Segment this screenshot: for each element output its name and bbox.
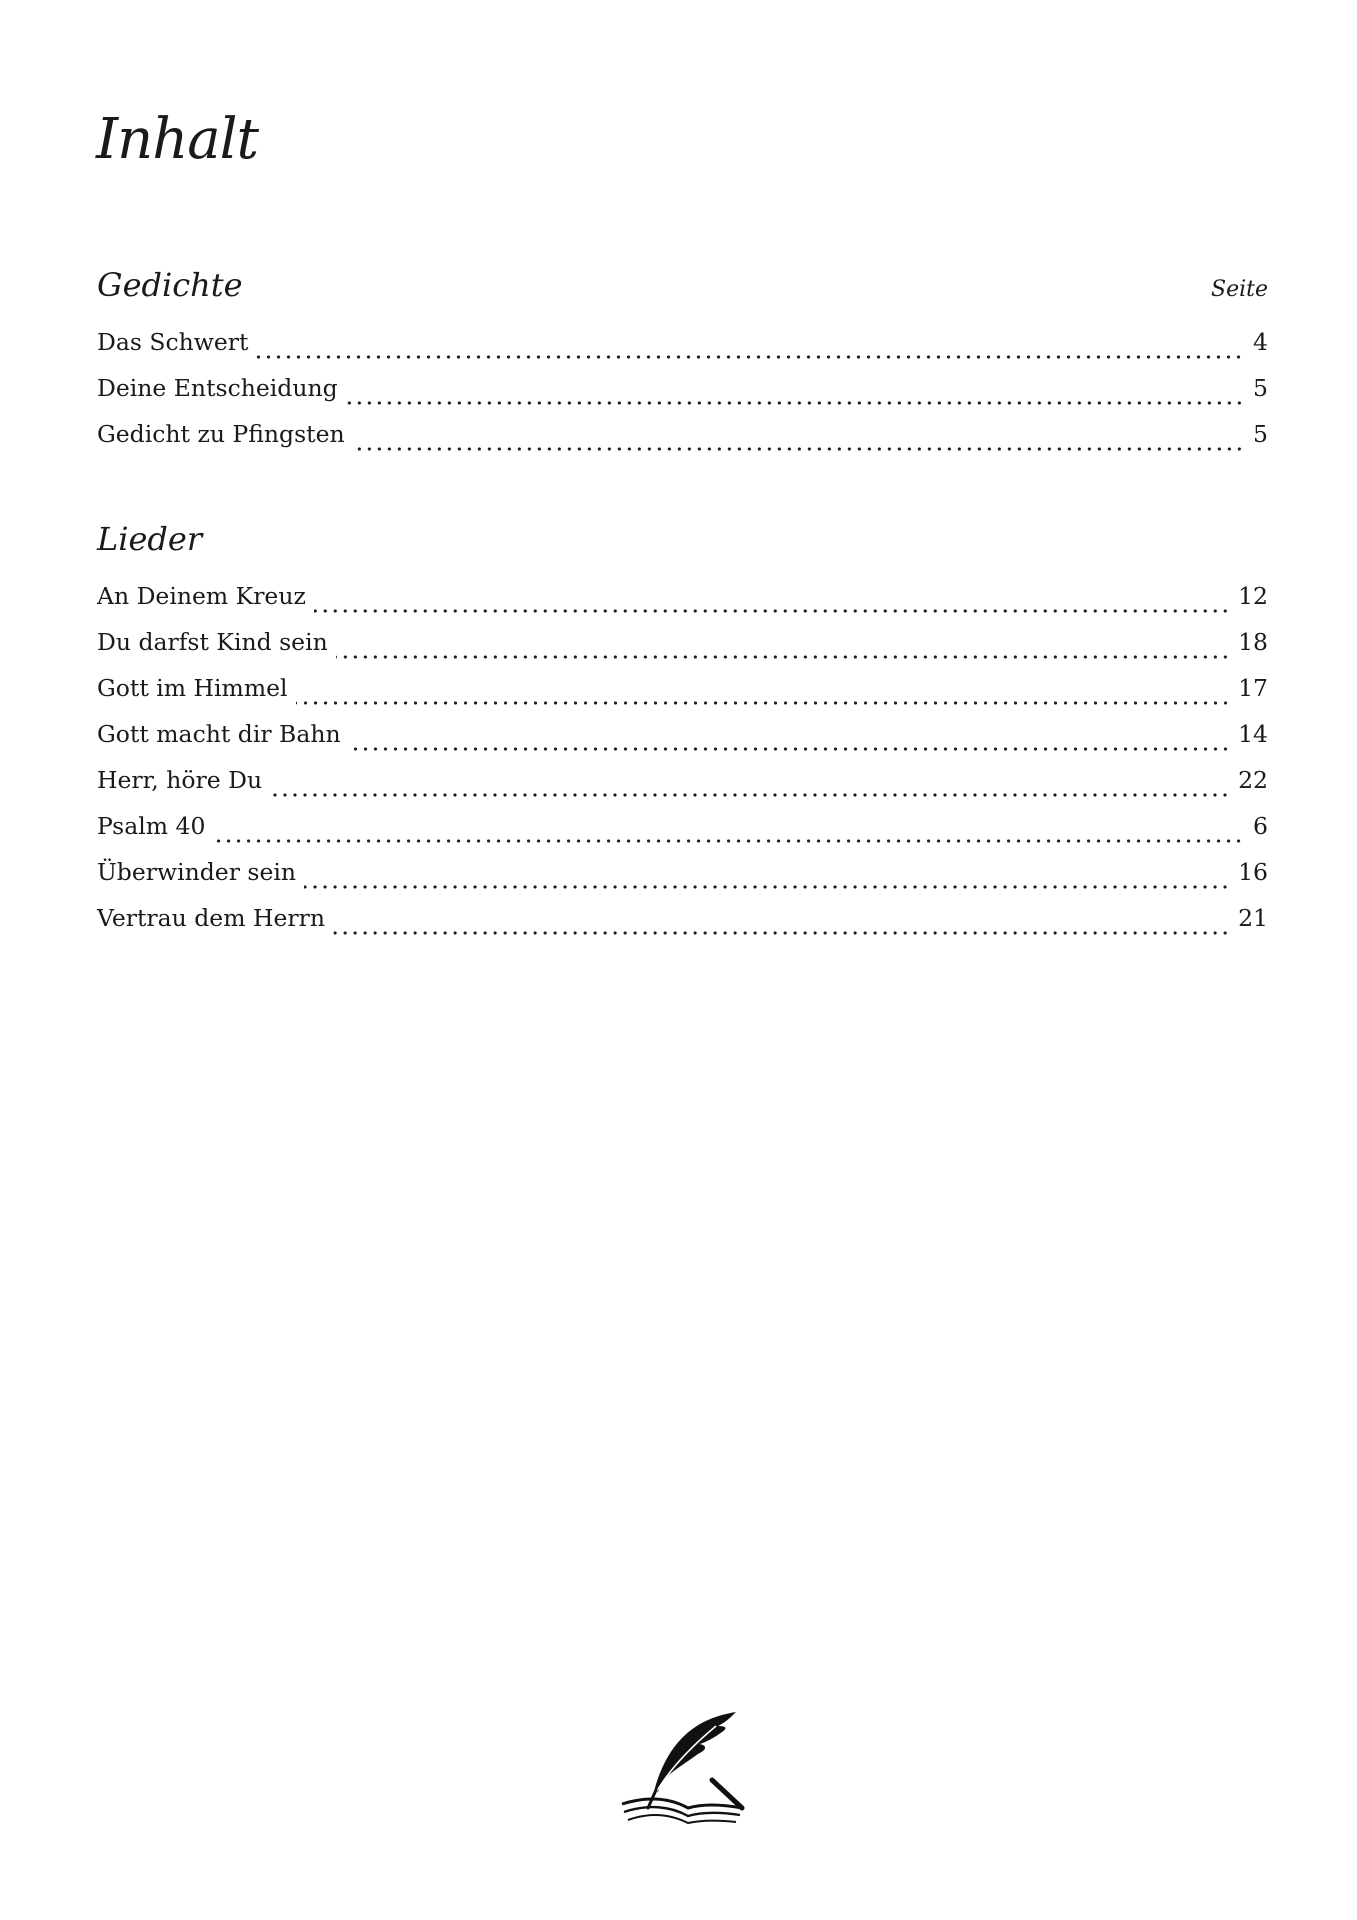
- toc-list: [97, 328, 1268, 466]
- toc-entry[interactable]: [97, 720, 1268, 766]
- entry-page-number: 17: [1238, 674, 1268, 702]
- toc-entry[interactable]: [97, 766, 1268, 812]
- entry-title: Gott macht dir Bahn: [97, 720, 341, 748]
- entry-page-number: 6: [1253, 812, 1268, 840]
- entry-page-number: 16: [1238, 858, 1268, 886]
- section-header: [97, 266, 1268, 314]
- entry-title: Überwinder sein: [97, 858, 297, 886]
- entry-page-number: 12: [1238, 582, 1268, 610]
- dot-leader: [296, 700, 1231, 706]
- toc-entry[interactable]: [97, 628, 1268, 674]
- section-header: [97, 520, 1268, 568]
- entry-title: Vertrau dem Herrn: [97, 904, 325, 932]
- toc-entry[interactable]: [97, 328, 1268, 374]
- dot-leader: [213, 838, 1244, 844]
- entry-page-number: 14: [1238, 720, 1268, 748]
- entry-title: Du darfst Kind sein: [97, 628, 328, 656]
- toc-entry[interactable]: [97, 674, 1268, 720]
- entry-page-number: 21: [1238, 904, 1268, 932]
- page-column-label: Seite: [1211, 277, 1268, 302]
- section-title: Gedichte: [97, 266, 243, 304]
- toc-entry[interactable]: [97, 812, 1268, 858]
- toc-list: [97, 582, 1268, 950]
- section-title: Lieder: [97, 520, 203, 558]
- entry-title: Das Schwert: [97, 328, 249, 356]
- dot-leader: [346, 400, 1244, 406]
- entry-page-number: 22: [1238, 766, 1268, 794]
- entry-title: Gott im Himmel: [97, 674, 288, 702]
- dot-leader: [336, 654, 1230, 660]
- quill-and-book-icon: [618, 1708, 746, 1828]
- entry-page-number: 4: [1253, 328, 1268, 356]
- entry-page-number: 5: [1253, 374, 1268, 402]
- dot-leader: [256, 354, 1244, 360]
- entry-title: An Deinem Kreuz: [97, 582, 306, 610]
- toc-entry[interactable]: [97, 420, 1268, 466]
- entry-title: Herr, höre Du: [97, 766, 263, 794]
- page-title: Inhalt: [96, 107, 259, 172]
- toc-entry[interactable]: [97, 858, 1268, 904]
- toc-entry[interactable]: [97, 904, 1268, 950]
- dot-leader: [349, 746, 1230, 752]
- dot-leader: [314, 608, 1230, 614]
- entry-title: Deine Entscheidung: [97, 374, 338, 402]
- dot-leader: [270, 792, 1230, 798]
- section-lieder: [97, 520, 1268, 950]
- entry-title: Psalm 40: [97, 812, 206, 840]
- toc-entry[interactable]: [97, 582, 1268, 628]
- entry-page-number: 5: [1253, 420, 1268, 448]
- toc-entry[interactable]: [97, 374, 1268, 420]
- entry-title: Gedicht zu Pfingsten: [97, 420, 345, 448]
- dot-leader: [353, 446, 1244, 452]
- section-gedichte: [97, 266, 1268, 466]
- dot-leader: [333, 930, 1230, 936]
- entry-page-number: 18: [1238, 628, 1268, 656]
- dot-leader: [304, 884, 1230, 890]
